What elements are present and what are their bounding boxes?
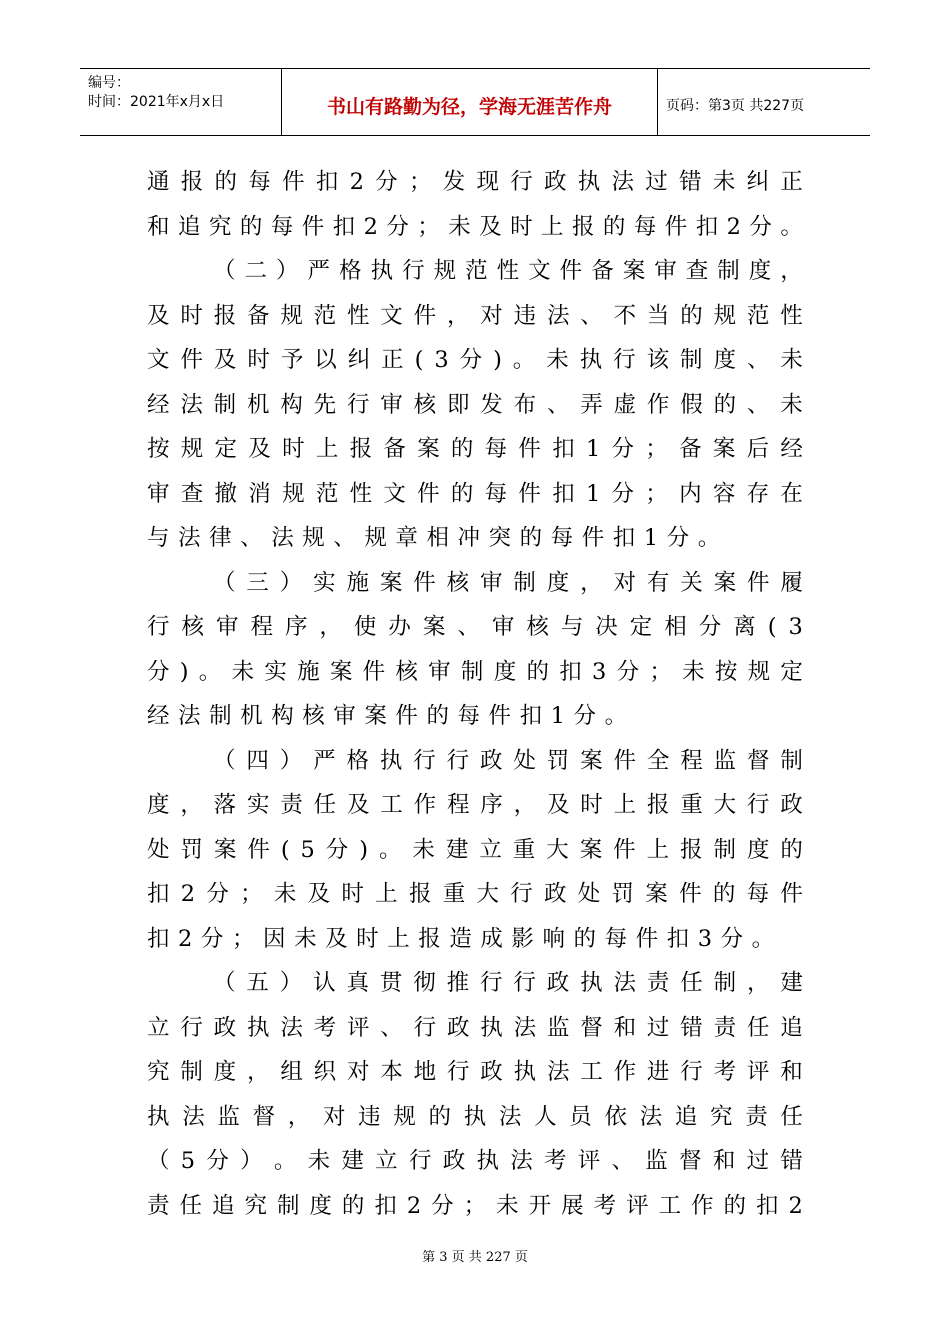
- header-page-info: 页码：第3页 共227页: [666, 98, 805, 114]
- body-line: 文 件 及 时 予 以 纠 正 ( 3 分 ) 。 未 执 行 该 制 度 、 未: [147, 347, 803, 373]
- body-line: 扣 2 分 ； 未 及 时 上 报 重 大 行 政 处 罚 案 件 的 每 件: [147, 881, 803, 907]
- body-line: 经 法 制 机 构 先 行 审 核 即 发 布 、 弄 虚 作 假 的 、 未: [147, 391, 803, 418]
- body-line: 和 追 究 的 每 件 扣 2 分 ； 未 及 时 上 报 的 每 件 扣 2 分 。: [147, 213, 803, 240]
- body-line: 按 规 定 及 时 上 报 备 案 的 每 件 扣 1 分 ； 备 案 后 经: [147, 436, 803, 462]
- page-header: [80, 68, 870, 136]
- body-line: 处 罚 案 件 ( 5 分 ) 。 未 建 立 重 大 案 件 上 报 制 度 的: [147, 836, 803, 863]
- body-line: 及 时 报 备 规 范 性 文 件 ， 对 违 法 、 不 当 的 规 范 性: [147, 302, 803, 329]
- body-line: 究 制 度 ， 组 织 对 本 地 行 政 执 法 工 作 进 行 考 评 和: [147, 1059, 803, 1085]
- body-line: 扣2分；因未及时上报造成影响的每件扣3分。: [147, 925, 783, 952]
- body-line: 行 核 审 程 序 ， 使 办 案 、 审 核 与 决 定 相 分 离 ( 3: [147, 614, 803, 640]
- body-line: （ 5 分 ） 。 未 建 立 行 政 执 法 考 评 、 监 督 和 过 错: [147, 1148, 803, 1174]
- body-line: 执 法 监 督 ， 对 违 规 的 执 法 人 员 依 法 追 究 责 任: [147, 1103, 803, 1130]
- body-line: （ 四 ） 严 格 执 行 行 政 处 罚 案 件 全 程 监 督 制: [213, 747, 803, 774]
- document-body: [147, 160, 803, 1228]
- body-line: 通 报 的 每 件 扣 2 分 ； 发 现 行 政 执 法 过 错 未 纠 正: [147, 169, 803, 195]
- header-meta: [80, 69, 282, 135]
- document-number-label: 编号：: [88, 75, 130, 91]
- body-line: 立 行 政 执 法 考 评 、 行 政 执 法 监 督 和 过 错 责 任 追: [147, 1014, 803, 1041]
- document-time-label: 时间：2021年x月x日: [88, 94, 225, 110]
- body-line: （ 二 ） 严 格 执 行 规 范 性 文 件 备 案 审 查 制 度 ，: [213, 258, 803, 284]
- body-line: 分 ) 。 未 实 施 案 件 核 审 制 度 的 扣 3 分 ； 未 按 规 定: [147, 658, 803, 685]
- header-motto: 书山有路勤为径，学海无涯苦作舟: [282, 69, 658, 135]
- page-footer: 第 3 页 共 227 页: [422, 1250, 528, 1265]
- body-line: 审 查 撤 消 规 范 性 文 件 的 每 件 扣 1 分 ； 内 容 存 在: [147, 480, 803, 507]
- body-line: 经法制机构核审案件的每件扣1分。: [147, 703, 636, 729]
- body-line: 责 任 追 究 制 度 的 扣 2 分 ； 未 开 展 考 评 工 作 的 扣 2: [147, 1192, 803, 1219]
- body-line: （ 三 ） 实 施 案 件 核 审 制 度 ， 对 有 关 案 件 履: [213, 569, 803, 596]
- body-line: 与法律、法规、规章相冲突的每件扣1分。: [147, 525, 729, 551]
- body-line: 度 ， 落 实 责 任 及 工 作 程 序 ， 及 时 上 报 重 大 行 政: [147, 792, 803, 818]
- body-line: （ 五 ） 认 真 贯 彻 推 行 行 政 执 法 责 任 制 ， 建: [213, 970, 803, 996]
